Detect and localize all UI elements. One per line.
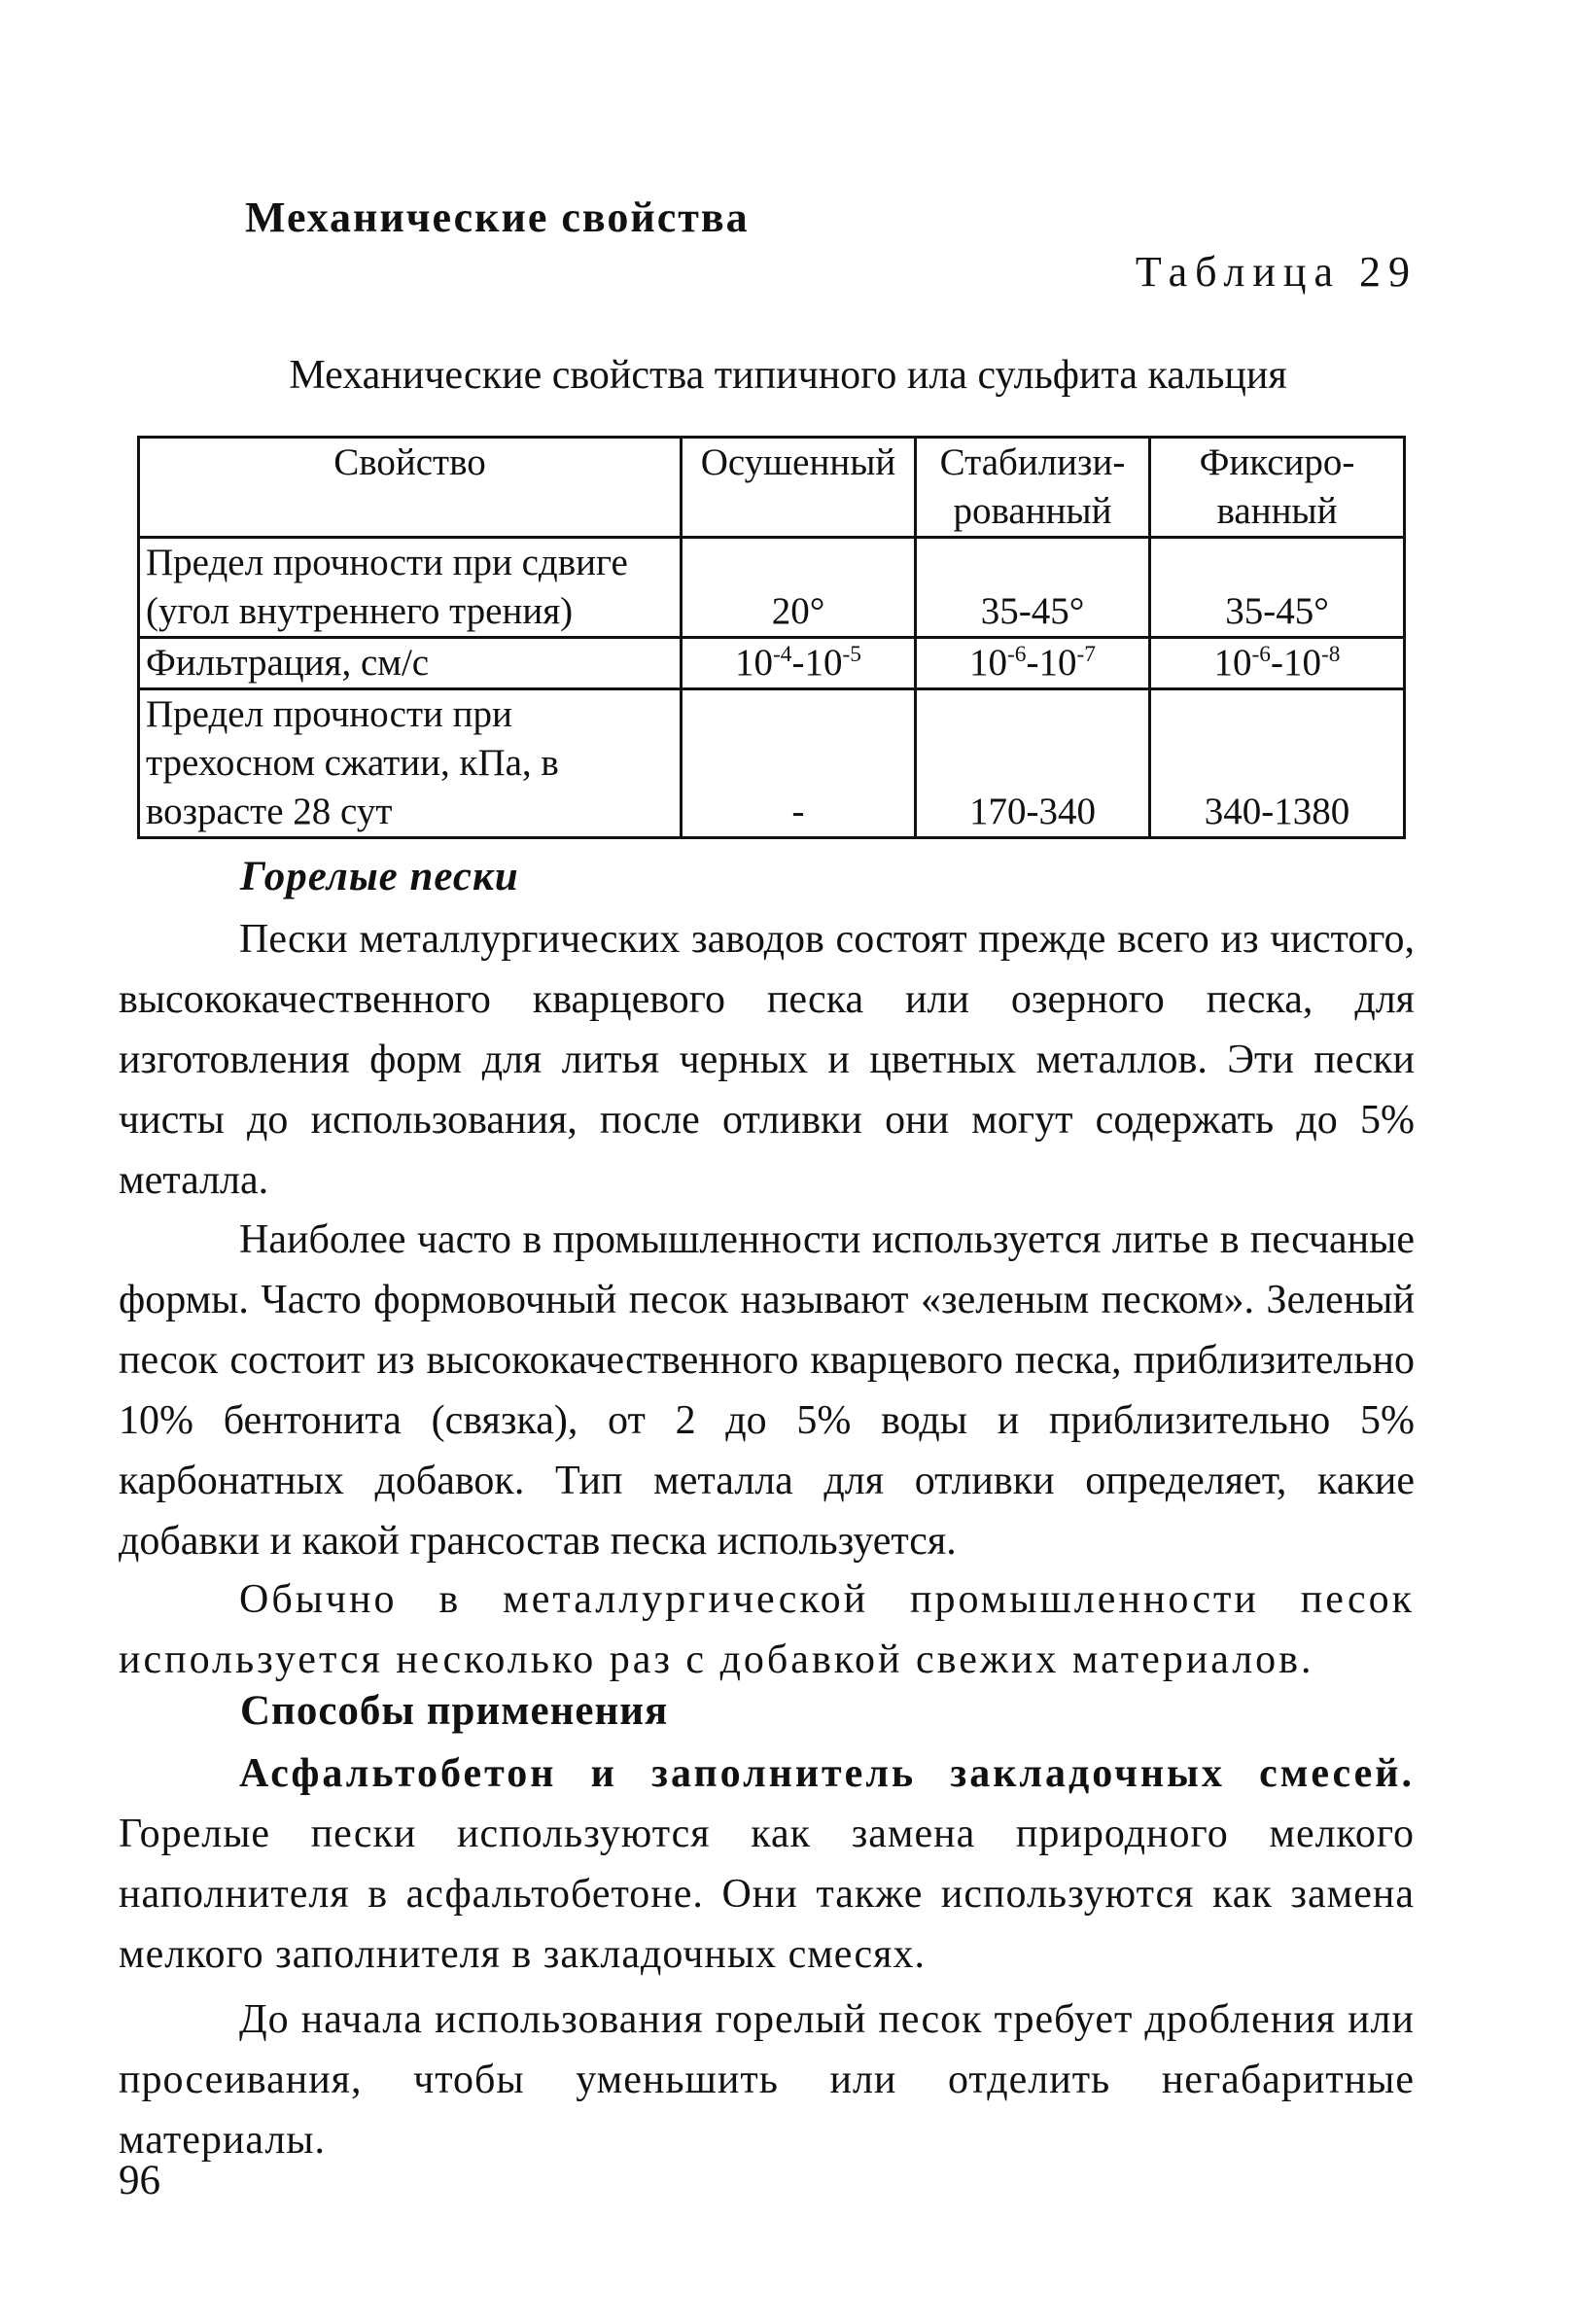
section-heading: Механические свойства bbox=[245, 194, 750, 241]
subheading-burnt-sands: Горелые пески bbox=[240, 854, 519, 899]
row-property: Предел прочности при трехосном сжатии, кПа, в возрасте 28 сут bbox=[139, 689, 682, 838]
table-row bbox=[139, 689, 1405, 838]
paragraph-body: Горелые пески используются как замена природного мелкого наполнителя в асфальтобетоне. Они также используются как замена мелкого заполнителя в закладочных смесях. bbox=[119, 1812, 1415, 1977]
paragraph: Обычно в металлургической промышленности песок используется несколько раз с добавкой свежих материалов. bbox=[119, 1577, 1415, 1682]
row-fixed-value: 35-45° bbox=[1150, 538, 1405, 638]
row-property: Предел прочности при сдвиге (угол внутреннего трения) bbox=[139, 538, 682, 638]
properties-table bbox=[137, 436, 1406, 839]
row-dried-value: 20° bbox=[682, 538, 916, 638]
header-fixed: Фиксиро-ванный bbox=[1150, 438, 1405, 538]
row-stabilized-value: 170-340 bbox=[916, 689, 1150, 838]
subheading-applications: Способы применения bbox=[240, 1688, 669, 1734]
paragraph: Пески металлургических заводов состоят прежде всего из чистого, высококачественного кварцевого песка или озерного песка, для изготовления форм для литья черных и цветных металлов. Эти пески чисты до использования, после отливки они могут содержать до 5% металла. bbox=[119, 917, 1415, 1203]
paragraph bbox=[119, 1743, 1415, 1985]
paragraph: До начала использования горелый песок требует дробления или просеивания, чтобы уменьшить или отделить негабаритные материалы. bbox=[119, 1997, 1415, 2163]
table-row bbox=[139, 538, 1405, 638]
row-property: Фильтрация, см/с bbox=[139, 638, 682, 689]
header-stabilized: Стабилизи-рованный bbox=[916, 438, 1150, 538]
paragraph-lead: Асфальтобетон и заполнитель закладочных смесей. bbox=[239, 1751, 1415, 1796]
row-stabilized-value: $10^{-6}-10^{-7}$ bbox=[916, 638, 1150, 689]
row-stabilized-value: 35-45° bbox=[916, 538, 1150, 638]
table-caption: Механические свойства типичного ила сульфита кальция bbox=[289, 353, 1287, 398]
header-dried: Осушенный bbox=[682, 438, 916, 538]
paragraph: Наиболее часто в промышленности используется литье в песчаные формы. Часто формовочный песок называют «зеленым песком». Зеленый песок состоит из высококачественного кварцевого песка, приблизительно 10% бентонита (связка), от 2 до 5% воды и приблизительно 5% карбонатных добавок. Тип металла для отливки определяет, какие добавки и какой грансостав песка используется. bbox=[119, 1217, 1415, 1564]
row-fixed-value: 340-1380 bbox=[1150, 689, 1405, 838]
table-row bbox=[139, 638, 1405, 689]
row-dried-value: $10^{-4}-10^{-5}$ bbox=[682, 638, 916, 689]
table-label: Таблица 29 bbox=[1135, 248, 1418, 296]
row-dried-value: - bbox=[682, 689, 916, 838]
page-number: 96 bbox=[119, 2158, 160, 2203]
row-fixed-value: $10^{-6}-10^{-8}$ bbox=[1150, 638, 1405, 689]
header-property: Свойство bbox=[139, 438, 682, 538]
table-header-row bbox=[139, 438, 1405, 538]
